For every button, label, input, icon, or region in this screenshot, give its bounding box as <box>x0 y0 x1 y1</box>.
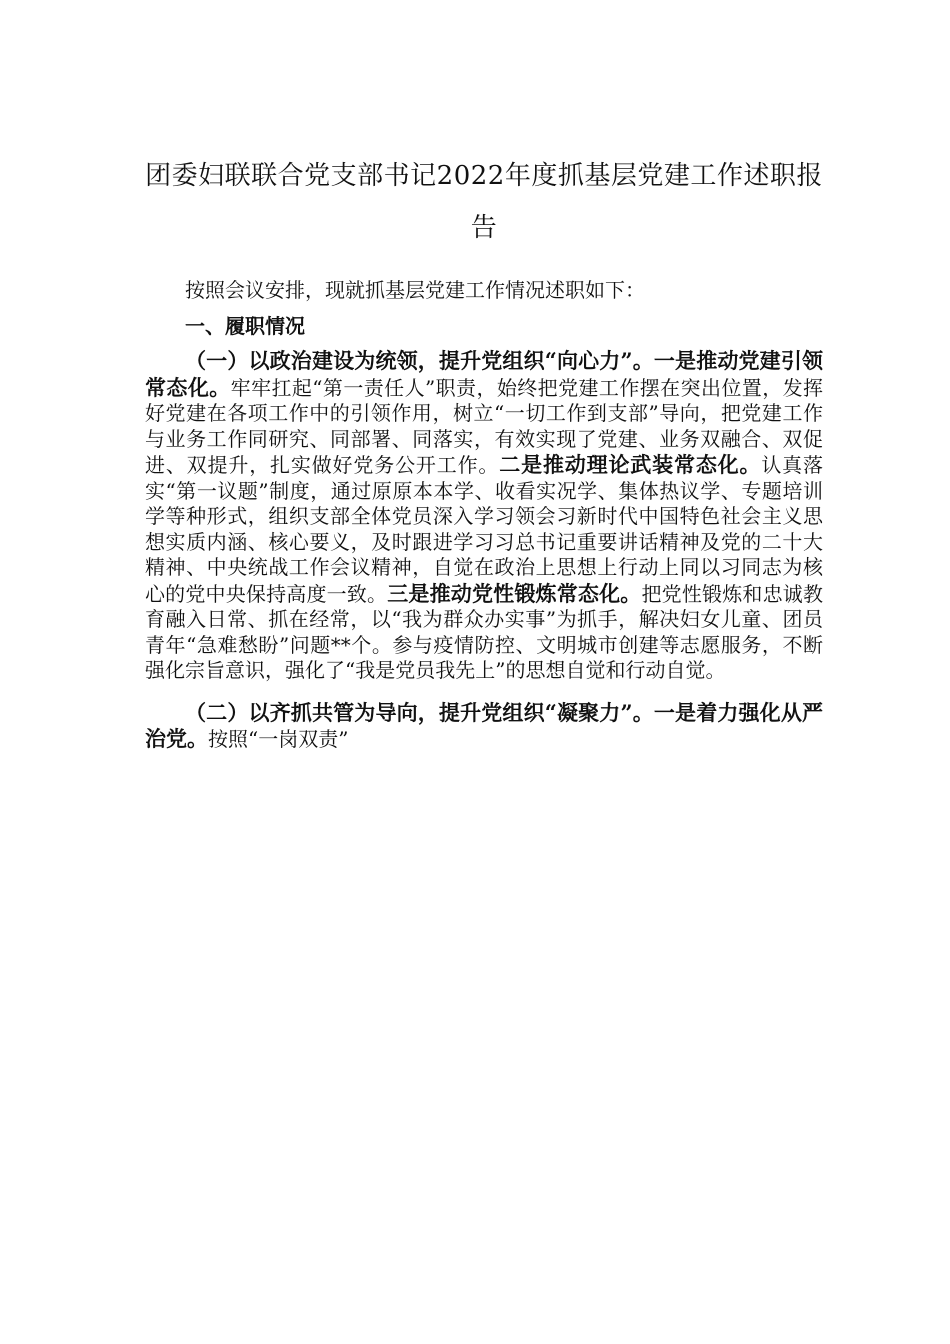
document-title <box>145 150 823 254</box>
paragraph-1-text-2: 认真落实“第一议题”制度，通过原原本本学、收看实况学、集体热议学、专题培训学等种形式，组织支部全体党员深入学习领会习新时代中国特色社会主义思想实质内涵、核心要义，及时跟进学习习总书记重要讲话精神及党的二十大精神、中央统战工作会议精神，自觉在政治上思想上行动上同以习同志为核心的党中央保持高度一致。 <box>145 453 824 606</box>
paragraph-1-bold-2: 二是推动理论武装常态化。 <box>499 452 762 477</box>
paragraph-2-text-1: 按照“一岗双责” <box>208 727 349 751</box>
paragraph-2-lead: （二）以齐抓共管为导向，提升党组织“凝聚力”。一是着力强化从严治党。 <box>145 699 823 751</box>
paragraph-1-text-1: 牢牢扛起“第一责任人”职责，始终把党建工作摆在突出位置，发挥好党建在各项工作中的引领作用，树立“一切工作到支部”导向，把党建工作与业务工作同研究、同部署、同落实，有效实现了党建、业务双融合、双促进、双提升，扎实做好党务公开工作。 <box>145 375 824 477</box>
intro-paragraph: 按照会议安排，现就抓基层党建工作情况述职如下： <box>185 278 645 302</box>
paragraph-1-bold-3: 三是推动党性锻炼常态化。 <box>387 580 642 606</box>
title-line-1: 团委妇联联合党支部书记2022年度抓基层党建工作述职报 <box>145 161 823 191</box>
paragraph-1-text-3: 把党性锻炼和忠诚教育融入日常、抓在经常，以“我为群众办实事”为抓手，解决妇女儿童、团员青年“急难愁盼”问题**个。参与疫情防控、文明城市创建等志愿服务，不断强化宗旨意识，强化了“我是党员我先上”的思想自觉和行动自觉。 <box>145 581 823 682</box>
section-heading-1: 一、履职情况 <box>185 314 305 338</box>
document-page <box>145 150 823 753</box>
paragraph-1-lead: （一）以政治建设为统领，提升党组织“向心力”。一是推动党建引领常态化。 <box>145 348 823 400</box>
paragraph-1 <box>145 348 823 684</box>
paragraph-2 <box>145 700 823 753</box>
title-line-2: 告 <box>470 213 498 243</box>
